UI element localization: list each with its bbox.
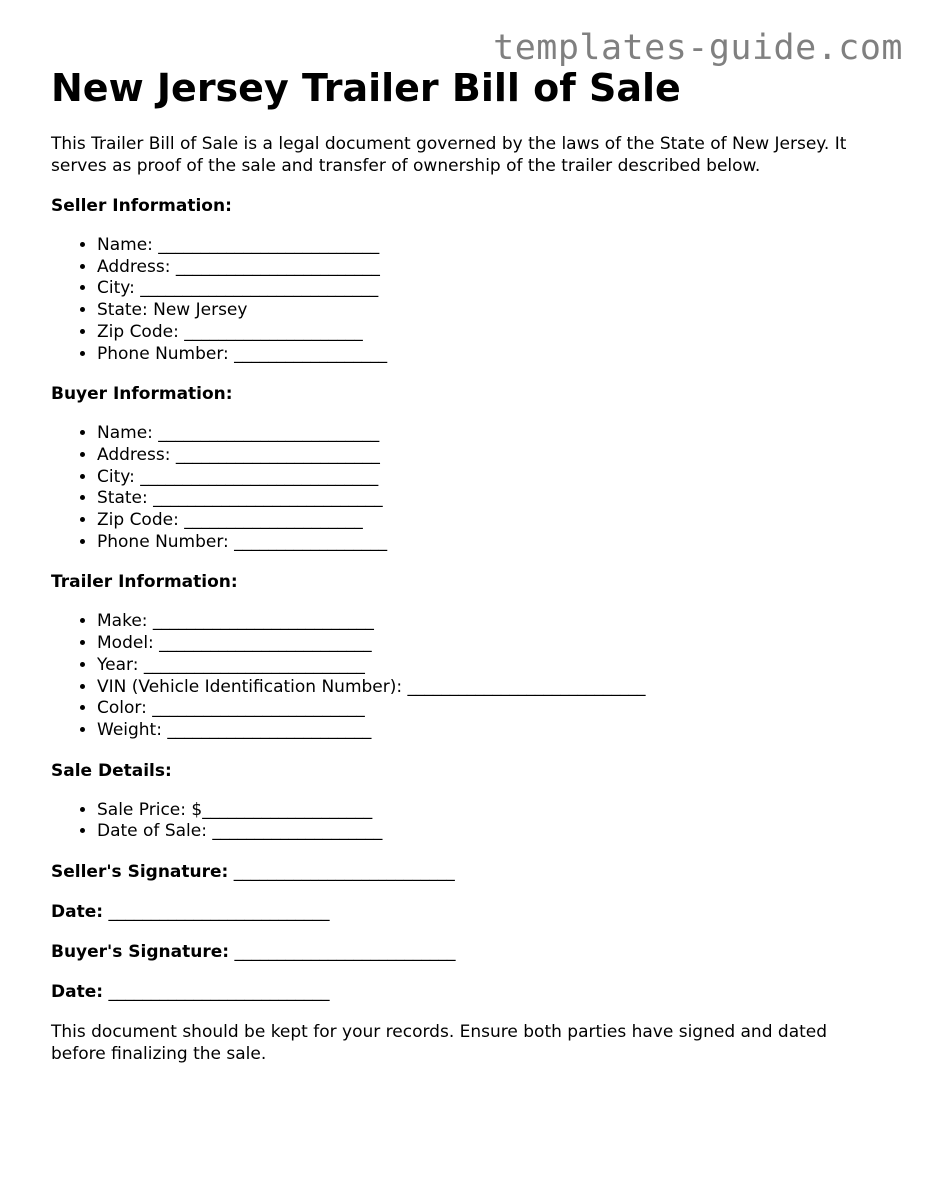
- trailer-weight-field: • Weight: ________________________: [97, 720, 881, 742]
- buyer-zip-field: • Zip Code: _____________________: [97, 510, 881, 532]
- document-page: [51, 62, 881, 1065]
- seller-date-label: Date:: [51, 902, 104, 923]
- buyer-date-line: [51, 981, 881, 1003]
- seller-date-line: [51, 901, 881, 923]
- seller-information-list: [51, 235, 881, 365]
- seller-signature-line: [51, 861, 881, 883]
- trailer-color-field: • Color: _________________________: [97, 698, 881, 720]
- seller-address-field: • Address: ________________________: [97, 257, 881, 279]
- sale-date-field: • Date of Sale: ____________________: [97, 821, 881, 843]
- buyer-date-label: Date:: [51, 982, 104, 1003]
- sale-price-field: • Sale Price: $____________________: [97, 800, 881, 822]
- trailer-information-heading: Trailer Information:: [51, 572, 238, 593]
- buyer-phone-field: • Phone Number: __________________: [97, 532, 881, 554]
- buyer-signature-line: [51, 941, 881, 963]
- seller-date-blank: __________________________: [108, 902, 330, 923]
- trailer-make-field: • Make: __________________________: [97, 611, 881, 633]
- seller-city-field: • City: ____________________________: [97, 278, 881, 300]
- trailer-model-field: • Model: _________________________: [97, 633, 881, 655]
- buyer-address-field: • Address: ________________________: [97, 445, 881, 467]
- seller-name-field: • Name: __________________________: [97, 235, 881, 257]
- buyer-information-list: [51, 423, 881, 553]
- seller-phone-field: • Phone Number: __________________: [97, 344, 881, 366]
- seller-zip-field: • Zip Code: _____________________: [97, 322, 881, 344]
- seller-information-heading: Seller Information:: [51, 196, 232, 216]
- seller-signature-blank: __________________________: [233, 862, 455, 883]
- intro-paragraph: This Trailer Bill of Sale is a legal document governed by the laws of the State of New Jersey. It serves as proof of the sale and transfer of ownership of the trailer described below.: [51, 134, 847, 176]
- trailer-year-field: • Year: __________________________: [97, 655, 881, 677]
- buyer-name-field: • Name: __________________________: [97, 423, 881, 445]
- watermark-text: templates-guide.com: [493, 28, 903, 68]
- buyer-state-field: • State: ___________________________: [97, 488, 881, 510]
- buyer-city-field: • City: ____________________________: [97, 467, 881, 489]
- seller-signature-label: Seller's Signature:: [51, 862, 229, 883]
- sale-details-heading: Sale Details:: [51, 760, 172, 781]
- seller-state-field: • State: New Jersey: [97, 300, 881, 322]
- buyer-signature-blank: __________________________: [234, 942, 456, 963]
- buyer-information-heading: Buyer Information:: [51, 384, 233, 405]
- document-title: New Jersey Trailer Bill of Sale: [51, 66, 681, 110]
- trailer-information-list: [51, 611, 881, 741]
- sale-details-list: [51, 800, 881, 843]
- closing-paragraph: This document should be kept for your records. Ensure both parties have signed and dated before finalizing the sale.: [51, 1022, 828, 1065]
- buyer-signature-label: Buyer's Signature:: [51, 942, 230, 963]
- buyer-date-blank: __________________________: [108, 982, 330, 1003]
- trailer-vin-field: • VIN (Vehicle Identification Number): ____________________________: [97, 677, 881, 699]
